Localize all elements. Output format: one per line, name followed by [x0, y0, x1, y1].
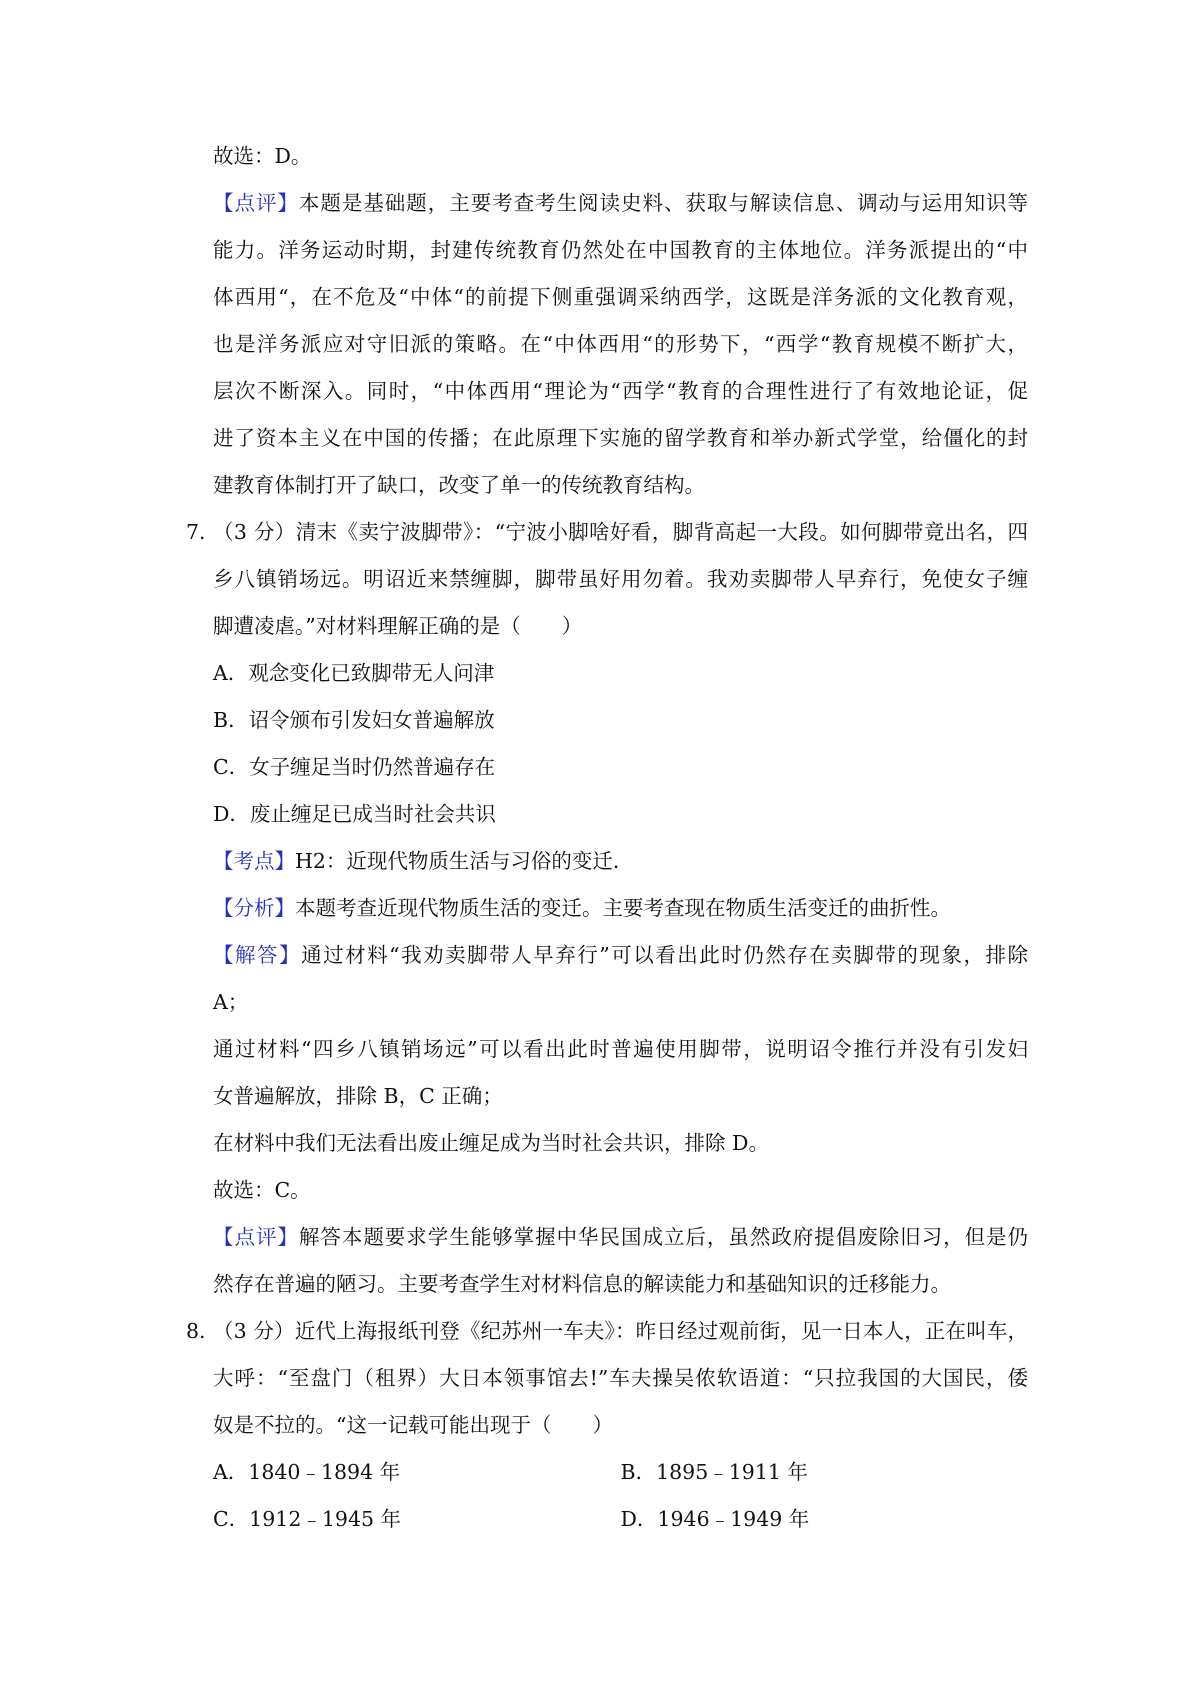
q7-option-b: B．诏令颁布引发妇女普遍解放: [213, 708, 495, 732]
q6-review-line-1: 【点评】本题是基础题，主要考查考生阅读史料、获取与解读信息、调动与运用知识等: [213, 191, 1029, 215]
q7-stem-line-1: （3 分）清末《卖宁波脚带》：“宁波小脚啥好看，脚背高起一大段。如何脚带竟出名，四: [213, 520, 1028, 544]
q6-conclusion: 故选：D。: [213, 144, 312, 168]
review-tag: 【点评】: [213, 191, 299, 215]
q7-jieda-line-4: 女普遍解放，排除 B，C 正确；: [213, 1084, 503, 1108]
question-8: [186, 1308, 1028, 1449]
q7-review-line-1: 【点评】解答本题要求学生能够掌握中华民国成立后，虽然政府提倡废除旧习，但是仍: [213, 1225, 1029, 1249]
q6-review-line-5: 层次不断深入。同时，“中体西用“理论为“西学“教育的合理性进行了有效地论证，促: [213, 379, 1028, 403]
q8-stem-line-1: （3 分）近代上海报纸刊登《纪苏州一车夫》：昨日经过观前街，见一日本人，正在叫车，: [213, 1319, 1028, 1343]
q7-stem-line-3: 脚遭凌虐。”对材料理解正确的是（ ）: [213, 614, 583, 638]
question-7: [186, 509, 1028, 650]
q7-jieda-line-1: 【解答】通过材料“我劝卖脚带人早弃行”可以看出此时仍然存在卖脚带的现象，排除: [213, 943, 1028, 967]
jieda-tag: 【解答】: [213, 943, 302, 967]
kaodian-tag: 【考点】: [213, 849, 295, 873]
q7-stem-line-2: 乡八镇销场远。明诏近来禁缠脚，脚带虽好用勿着。我劝卖脚带人早弃行，免使女子缠: [213, 567, 1028, 591]
q8-option-b: B．1895﹣1911 年: [620, 1460, 808, 1484]
q8-stem-line-3: 奴是不拉的。“这一记载可能出现于（ ）: [213, 1413, 613, 1437]
q6-review-line-4: 也是洋务派应对守旧派的策略。在“中体西用“的形势下，“西学“教育规模不断扩大，: [213, 332, 1028, 356]
question-7-number: 7.: [186, 520, 206, 544]
q7-jieda-line-5: 在材料中我们无法看出废止缠足成为当时社会共识，排除 D。: [213, 1131, 769, 1155]
q8-option-d: D．1946﹣1949 年: [620, 1507, 810, 1531]
q8-option-c: C．1912﹣1945 年: [213, 1507, 402, 1531]
q7-option-d: D．废止缠足已成当时社会共识: [213, 802, 496, 826]
q6-review-line-6: 进了资本主义在中国的传播；在此原理下实施的留学教育和举办新式学堂，给僵化的封: [213, 426, 1028, 450]
q8-options-row-2: [213, 1496, 1028, 1543]
q6-review-line-7: 建教育体制打开了缺口，改变了单一的传统教育结构。: [213, 473, 705, 497]
q6-review-line-3: 体西用“，在不危及“中体“的前提下侧重强调采纳西学，这既是洋务派的文化教育观，: [213, 285, 1028, 309]
q7-jieda-line-3: 通过材料“四乡八镇销场远”可以看出此时普遍使用脚带，说明诏令推行并没有引发妇: [213, 1037, 1028, 1061]
q7-option-c: C．女子缠足当时仍然普遍存在: [213, 755, 496, 779]
q7-review-line-2: 然存在普遍的陋习。主要考查学生对材料信息的解读能力和基础知识的迁移能力。: [213, 1272, 951, 1296]
document-body: [186, 133, 1029, 1543]
q8-options-row-1: [213, 1449, 1028, 1496]
fenxi-tag: 【分析】: [213, 896, 295, 920]
q7-fenxi: 【分析】本题考查近现代物质生活的变迁。主要考查现在物质生活变迁的曲折性。: [213, 896, 951, 920]
q8-stem-line-2: 大呼：“至盘门（租界）大日本领事馆去!”车夫操吴侬软语道：“只拉我国的大国民，倭: [213, 1366, 1028, 1390]
q7-kaodian: 【考点】H2：近现代物质生活与习俗的变迁．: [213, 849, 634, 873]
q7-conclusion: 故选：C。: [213, 1178, 311, 1202]
q7-jieda-line-2: A；: [213, 990, 249, 1014]
question-8-number: 8.: [186, 1319, 206, 1343]
q6-review-line-2: 能力。洋务运动时期，封建传统教育仍然处在中国教育的主体地位。洋务派提出的“中: [213, 238, 1028, 262]
review-tag: 【点评】: [213, 1225, 299, 1249]
q7-option-a: A．观念变化已致脚带无人问津: [213, 661, 495, 685]
q8-option-a: A．1840﹣1894 年: [213, 1460, 401, 1484]
